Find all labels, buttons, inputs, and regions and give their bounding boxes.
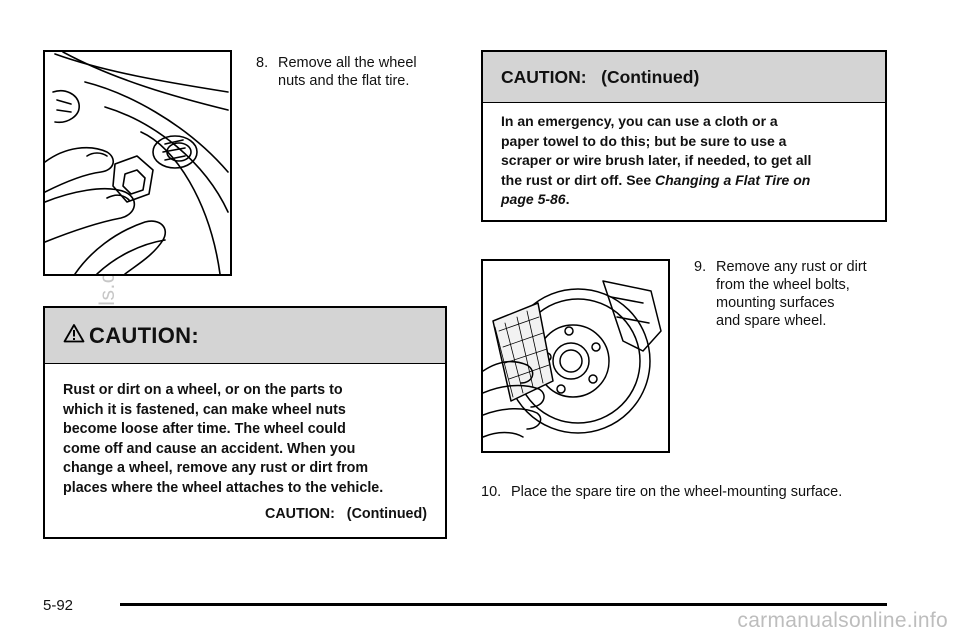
step-9-line: and spare wheel. — [716, 313, 827, 329]
step-10-text: Place the spare tire on the wheel-mounting surface. — [511, 484, 843, 500]
hub-cleaning-illustration — [483, 261, 668, 451]
warning-triangle-icon — [63, 323, 85, 348]
step-8 — [256, 54, 446, 90]
caution-line: Rust or dirt on a wheel, or on the parts to — [63, 382, 343, 398]
footer-watermark: carmanualsonline.info — [737, 609, 948, 632]
cross-reference-page[interactable]: page 5-86 — [501, 191, 566, 207]
caution-box-main — [43, 306, 447, 539]
caution-line: become loose after time. The wheel could — [63, 421, 346, 437]
step-8-number: 8. — [256, 55, 269, 71]
step-8-line1: Remove all the wheel — [278, 55, 417, 71]
step-9-line: from the wheel bolts, — [716, 277, 850, 293]
caution-main-body — [45, 364, 445, 525]
caution-line — [501, 171, 885, 191]
caution-continued-header — [483, 52, 885, 103]
caution-line: places where the wheel attaches to the vehicle. — [63, 479, 384, 496]
step-9 — [694, 258, 894, 330]
caution-line — [501, 190, 885, 210]
caution-line: In an emergency, you can use a cloth or a — [501, 113, 778, 129]
figure-clean-hub — [481, 259, 670, 453]
caution-line: scraper or wire brush later, if needed, to get all — [501, 152, 812, 168]
footer-rule — [120, 603, 887, 606]
page-number: 5-92 — [43, 597, 74, 614]
step-10-number: 10. — [481, 484, 502, 500]
caution-continued-title: CAUTION: (Continued) — [501, 66, 700, 87]
caution-box-continued — [481, 50, 887, 222]
caution-line-text: the rust or dirt off. See — [501, 171, 656, 188]
caution-line: change a wheel, remove any rust or dirt from — [63, 460, 369, 476]
caution-line: come off and cause an accident. When you — [63, 440, 356, 457]
step-10 — [481, 483, 911, 501]
caution-continued-label: CAUTION: (Continued) — [265, 506, 427, 522]
cross-reference-link[interactable]: Changing a Flat Tire on — [655, 171, 811, 188]
step-9-number: 9. — [694, 259, 707, 275]
caution-header — [45, 308, 445, 364]
step-9-line: Remove any rust or dirt — [716, 259, 867, 275]
figure-remove-wheel-nut — [43, 50, 232, 276]
caution-line: which it is fastened, can make wheel nuts — [63, 401, 346, 418]
caution-title: CAUTION: — [89, 322, 199, 348]
caution-line: paper towel to do this; but be sure to use a — [501, 132, 787, 149]
wheel-nut-illustration — [45, 52, 230, 274]
step-8-line2: nuts and the flat tire. — [278, 73, 410, 89]
step-9-line: mounting surfaces — [716, 295, 835, 311]
caution-continued-body — [483, 103, 885, 210]
caution-line-end: . — [565, 191, 570, 207]
